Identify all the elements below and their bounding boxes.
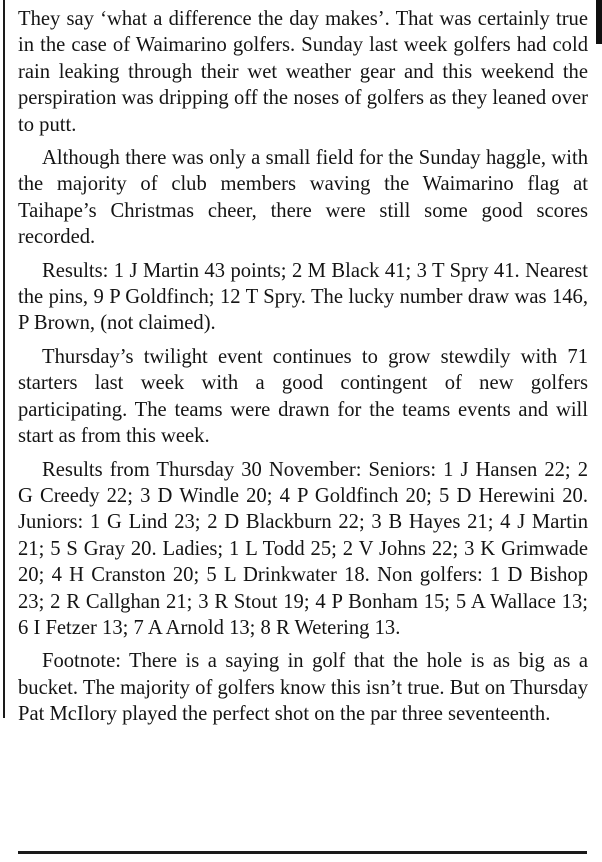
right-edge-mark (596, 0, 602, 44)
paragraph-sunday-haggle: Although there was only a small field for the Sunday haggle, with the majority of club members waving the Waimarino flag at Taihape’s Christmas cheer, there were still some good scores recorded. (18, 147, 588, 249)
paragraph-sunday-results: Results: 1 J Martin 43 points; 2 M Black 41; 3 T Spry 41. Nearest the pins, 9 P Goldfinch; 12 T Spry. The lucky number draw was 146, P Brown, (not claimed). (18, 259, 588, 335)
paragraph-footnote: Footnote: There is a saying in golf that the hole is as big as a bucket. The majority of golfers know this isn’t true. But on Thursday Pat McIlory played the perfect shot on the par three seventeenth. (18, 650, 588, 726)
bottom-rule (18, 851, 587, 854)
paragraph-intro: They say ‘what a difference the day makes’. That was certainly true in the case of Waimarino golfers. Sunday last week golfers had cold rain leaking through their wet weather gear and this weekend the perspiration was dripping off the noses of golfers as they leaned over to putt. (18, 8, 588, 136)
article-body (18, 6, 588, 735)
paragraph-twilight-event: Thursday’s twilight event continues to grow stewdily with 71 starters last week with a good contingent of new golfers participating. The teams were drawn for the teams events and will start as from this week. (18, 345, 588, 448)
paragraph-thursday-results: Results from Thursday 30 November: Seniors: 1 J Hansen 22; 2 G Creedy 22; 3 D Windle 20; 4 P Goldfinch 20; 5 D Herewini 20. Juniors: 1 G Lind 23; 2 D Blackburn 22; 3 B Hayes 21; 4 J Martin 21; 5 S Gray 20. Ladies; 1 L Todd 25; 2 V Johns 22; 3 K Grimwade 20; 4 H Cranston 20; 5 L Drinkwater 18. Non golfers: 1 D Bishop 23; 2 R Callghan 21; 3 R Stout 19; 4 P Bonham 15; 5 A Wallace 13; 6 I Fetzer 13; 7 A Arnold 13; 8 R Wetering 13. (18, 458, 588, 639)
left-column-rule (3, 0, 5, 718)
